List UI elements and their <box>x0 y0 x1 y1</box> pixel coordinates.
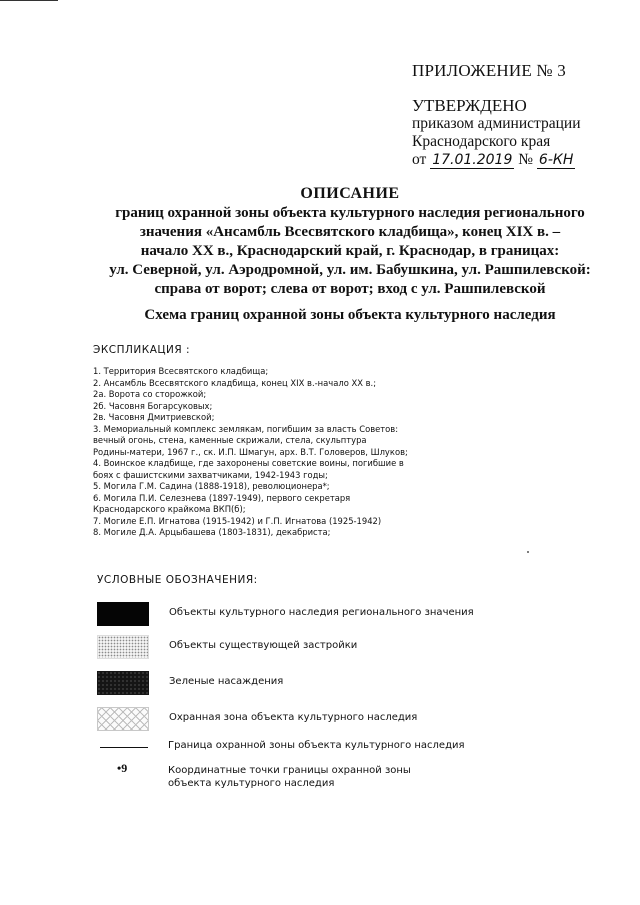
scheme-subtitle: Схема границ охранной зоны объекта культурного наследия <box>144 307 556 323</box>
explication-item: 3. Мемориальный комплекс землякам, погибшим за власть Советов: <box>93 423 399 434</box>
explication-item: 7. Могиле Е.П. Игнатова (1915-1942) и Г.П. Игнатова (1925-1942) <box>93 515 382 526</box>
number-prefix: № <box>518 151 534 168</box>
legend-label: Объекты культурного наследия регионального значения <box>169 607 474 618</box>
date-prefix: от <box>412 151 427 168</box>
scan-speck <box>527 551 529 553</box>
explication-item: 4. Воинское кладбище, где захоронены советские воины, погибшие в <box>93 458 404 468</box>
order-line-1: приказом администрации <box>412 115 581 132</box>
explication-item: 2. Ансамбль Всесвятского кладбища, конец XIX в.-начало XX в.; <box>93 377 377 388</box>
title-line: справа от ворот; слева от ворот; вход с ул. Рашпилевской <box>154 281 546 297</box>
approved-label: УТВЕРЖДЕНО <box>412 96 527 115</box>
coord-label-line-2: объекта культурного наследия <box>168 778 335 789</box>
handwritten-number: 6-КН <box>538 152 574 168</box>
title-line: ул. Северной, ул. Аэродромной, ул. им. Бабушкина, ул. Рашпилевской: <box>109 262 591 278</box>
explication-item: Краснодарского крайкома ВКП(б); <box>93 504 246 514</box>
heritage-swatch <box>97 602 149 626</box>
explication-item: 2в. Часовня Дмитриевской; <box>93 412 215 422</box>
coord-label-line-1: Координатные точки границы охранной зоны <box>168 765 411 776</box>
order-line-2: Краснодарского края <box>412 133 551 150</box>
explication-item: 5. Могила Г.М. Садина (1888-1918), революционера*; <box>93 481 330 491</box>
title-heading: ОПИСАНИЕ <box>300 185 400 202</box>
explication-heading: ЭКСПЛИКАЦИЯ : <box>93 344 191 356</box>
explication-item: 6. Могила П.И. Селезнева (1897-1949), первого секретаря <box>93 492 351 503</box>
explication-item: Родины-матери, 1967 г., ск. И.П. Шмагун, арх. В.Т. Головеров, Шлуков; <box>93 446 408 457</box>
coordinate-point-label <box>168 764 411 790</box>
explication-item: 1. Территория Всесвятского кладбища; <box>93 366 269 376</box>
handwritten-date: 17.01.2019 <box>432 152 513 168</box>
date-line <box>412 151 581 169</box>
explication-list <box>93 366 513 539</box>
boundary-line-symbol <box>100 747 148 748</box>
explication-item: боях с фашистскими захватчиками, 1942-1943 годы; <box>93 469 328 480</box>
legend-heading: УСЛОВНЫЕ ОБОЗНАЧЕНИЯ: <box>97 574 258 586</box>
title-line: начало XX в., Краснодарский край, г. Краснодар, в границах: <box>140 243 560 259</box>
top-edge-line <box>0 0 58 1</box>
explication-item: вечный огонь, стена, каменные скрижали, стела, скульптура <box>93 435 367 445</box>
explication-item: 2а. Ворота со сторожкой; <box>93 389 207 399</box>
title-line: значения «Ансамбль Всесвятского кладбища», конец XIX в. – <box>139 224 561 240</box>
legend-label: Объекты существующей застройки <box>169 640 358 651</box>
buildings-swatch <box>97 635 149 659</box>
document-title <box>70 184 630 299</box>
legend-label: Охранная зона объекта культурного наследия <box>169 712 418 723</box>
explication-item: 8. Могиле Д.А. Арцыбашева (1803-1831), декабриста; <box>93 527 331 537</box>
greenery-swatch <box>97 671 149 695</box>
title-line: границ охранной зоны объекта культурного наследия регионального <box>115 205 585 221</box>
approval-block <box>412 97 581 169</box>
appendix-number: ПРИЛОЖЕНИЕ № 3 <box>412 61 566 80</box>
explication-item: 2б. Часовня Богарсуковых; <box>93 400 213 411</box>
coordinate-point-symbol: •9 <box>117 761 128 775</box>
legend-label: Зеленые насаждения <box>169 676 284 687</box>
boundary-label: Граница охранной зоны объекта культурного наследия <box>168 740 465 751</box>
protection-zone-swatch <box>97 707 149 731</box>
